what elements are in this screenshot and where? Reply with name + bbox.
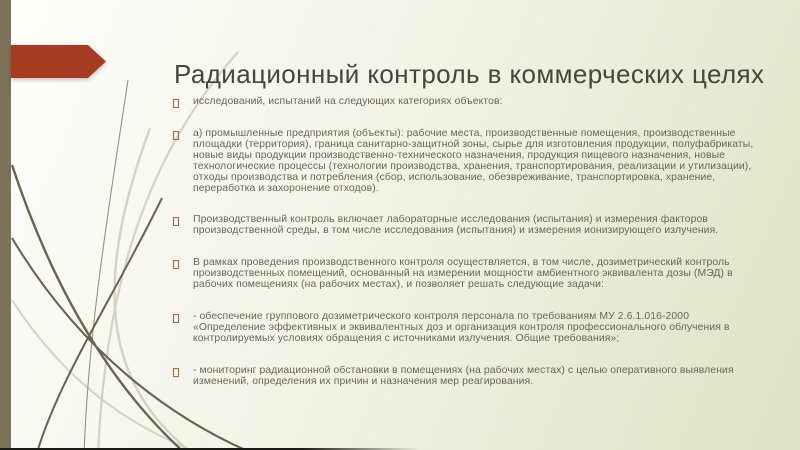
bullet-text: - обеспечение группового дозиметрического контроля персонала по требованиям МУ 2.6.1.016-2000 «Определение эффективных и эквивалентных доз и организация контроля профессионального облучения в контролируемых условиях обращения с источниками излучения. Общие требования»; <box>193 310 730 344</box>
red-arrow-icon <box>11 45 106 78</box>
bullet-text: исследований, испытаний на следующих категориях объектов: <box>193 96 503 107</box>
slide-body <box>173 97 759 409</box>
bullet-square-icon <box>173 131 179 140</box>
bullet-text: В рамках проведения производственного контроля осуществляется, в том числе, дозиметрический контроль производственных помещений, основанный на измерении мощности амбиентного эквивалента дозы (МЭД) в рабочих помещениях (на рабочих местах), и позволяет решать следующие задачи: <box>193 257 733 291</box>
bullet-square-icon <box>173 99 179 108</box>
bullet-item <box>173 97 759 108</box>
bullet-text: Производственный контроль включает лабораторные исследования (испытания) и измерения факторов производственной среды, в том числе исследования (испытания) и измерения ионизирующего излучения. <box>193 214 719 237</box>
bullet-item <box>173 215 759 237</box>
bullet-item <box>173 258 759 291</box>
bullet-square-icon <box>173 368 179 377</box>
bullet-square-icon <box>173 217 179 226</box>
slide-title: Радиационный контроль в коммерческих целях <box>174 59 765 90</box>
bullet-square-icon <box>173 314 179 323</box>
bullet-square-icon <box>173 260 179 269</box>
bullet-text: а) промышленные предприятия (объекты): рабочие места, производственные помещения, производственные площадки (территория), граница санитарно-защитной зоны, сырье для изготовления продукции, полуфабрикаты, новые виды продукции производственно-технического назначения, продукция пищевого назначения, новые технологические процессы (технологии производства, хранения, транспортирования, реализации и утилизации), отходы производства и потребления (сбор, использование, обезвреживание, транспортировка, хранение, переработка и захоронение отходов). <box>193 128 754 194</box>
bullet-text: - мониторинг радиационной обстановки в помещениях (на рабочих местах) с целью оперативного выявления изменений, определения их причин и назначения мер реагирования. <box>193 364 734 387</box>
bullet-item <box>173 129 759 194</box>
bullet-item <box>173 312 759 345</box>
left-accent-bar <box>0 0 11 450</box>
bullet-item <box>173 366 759 388</box>
